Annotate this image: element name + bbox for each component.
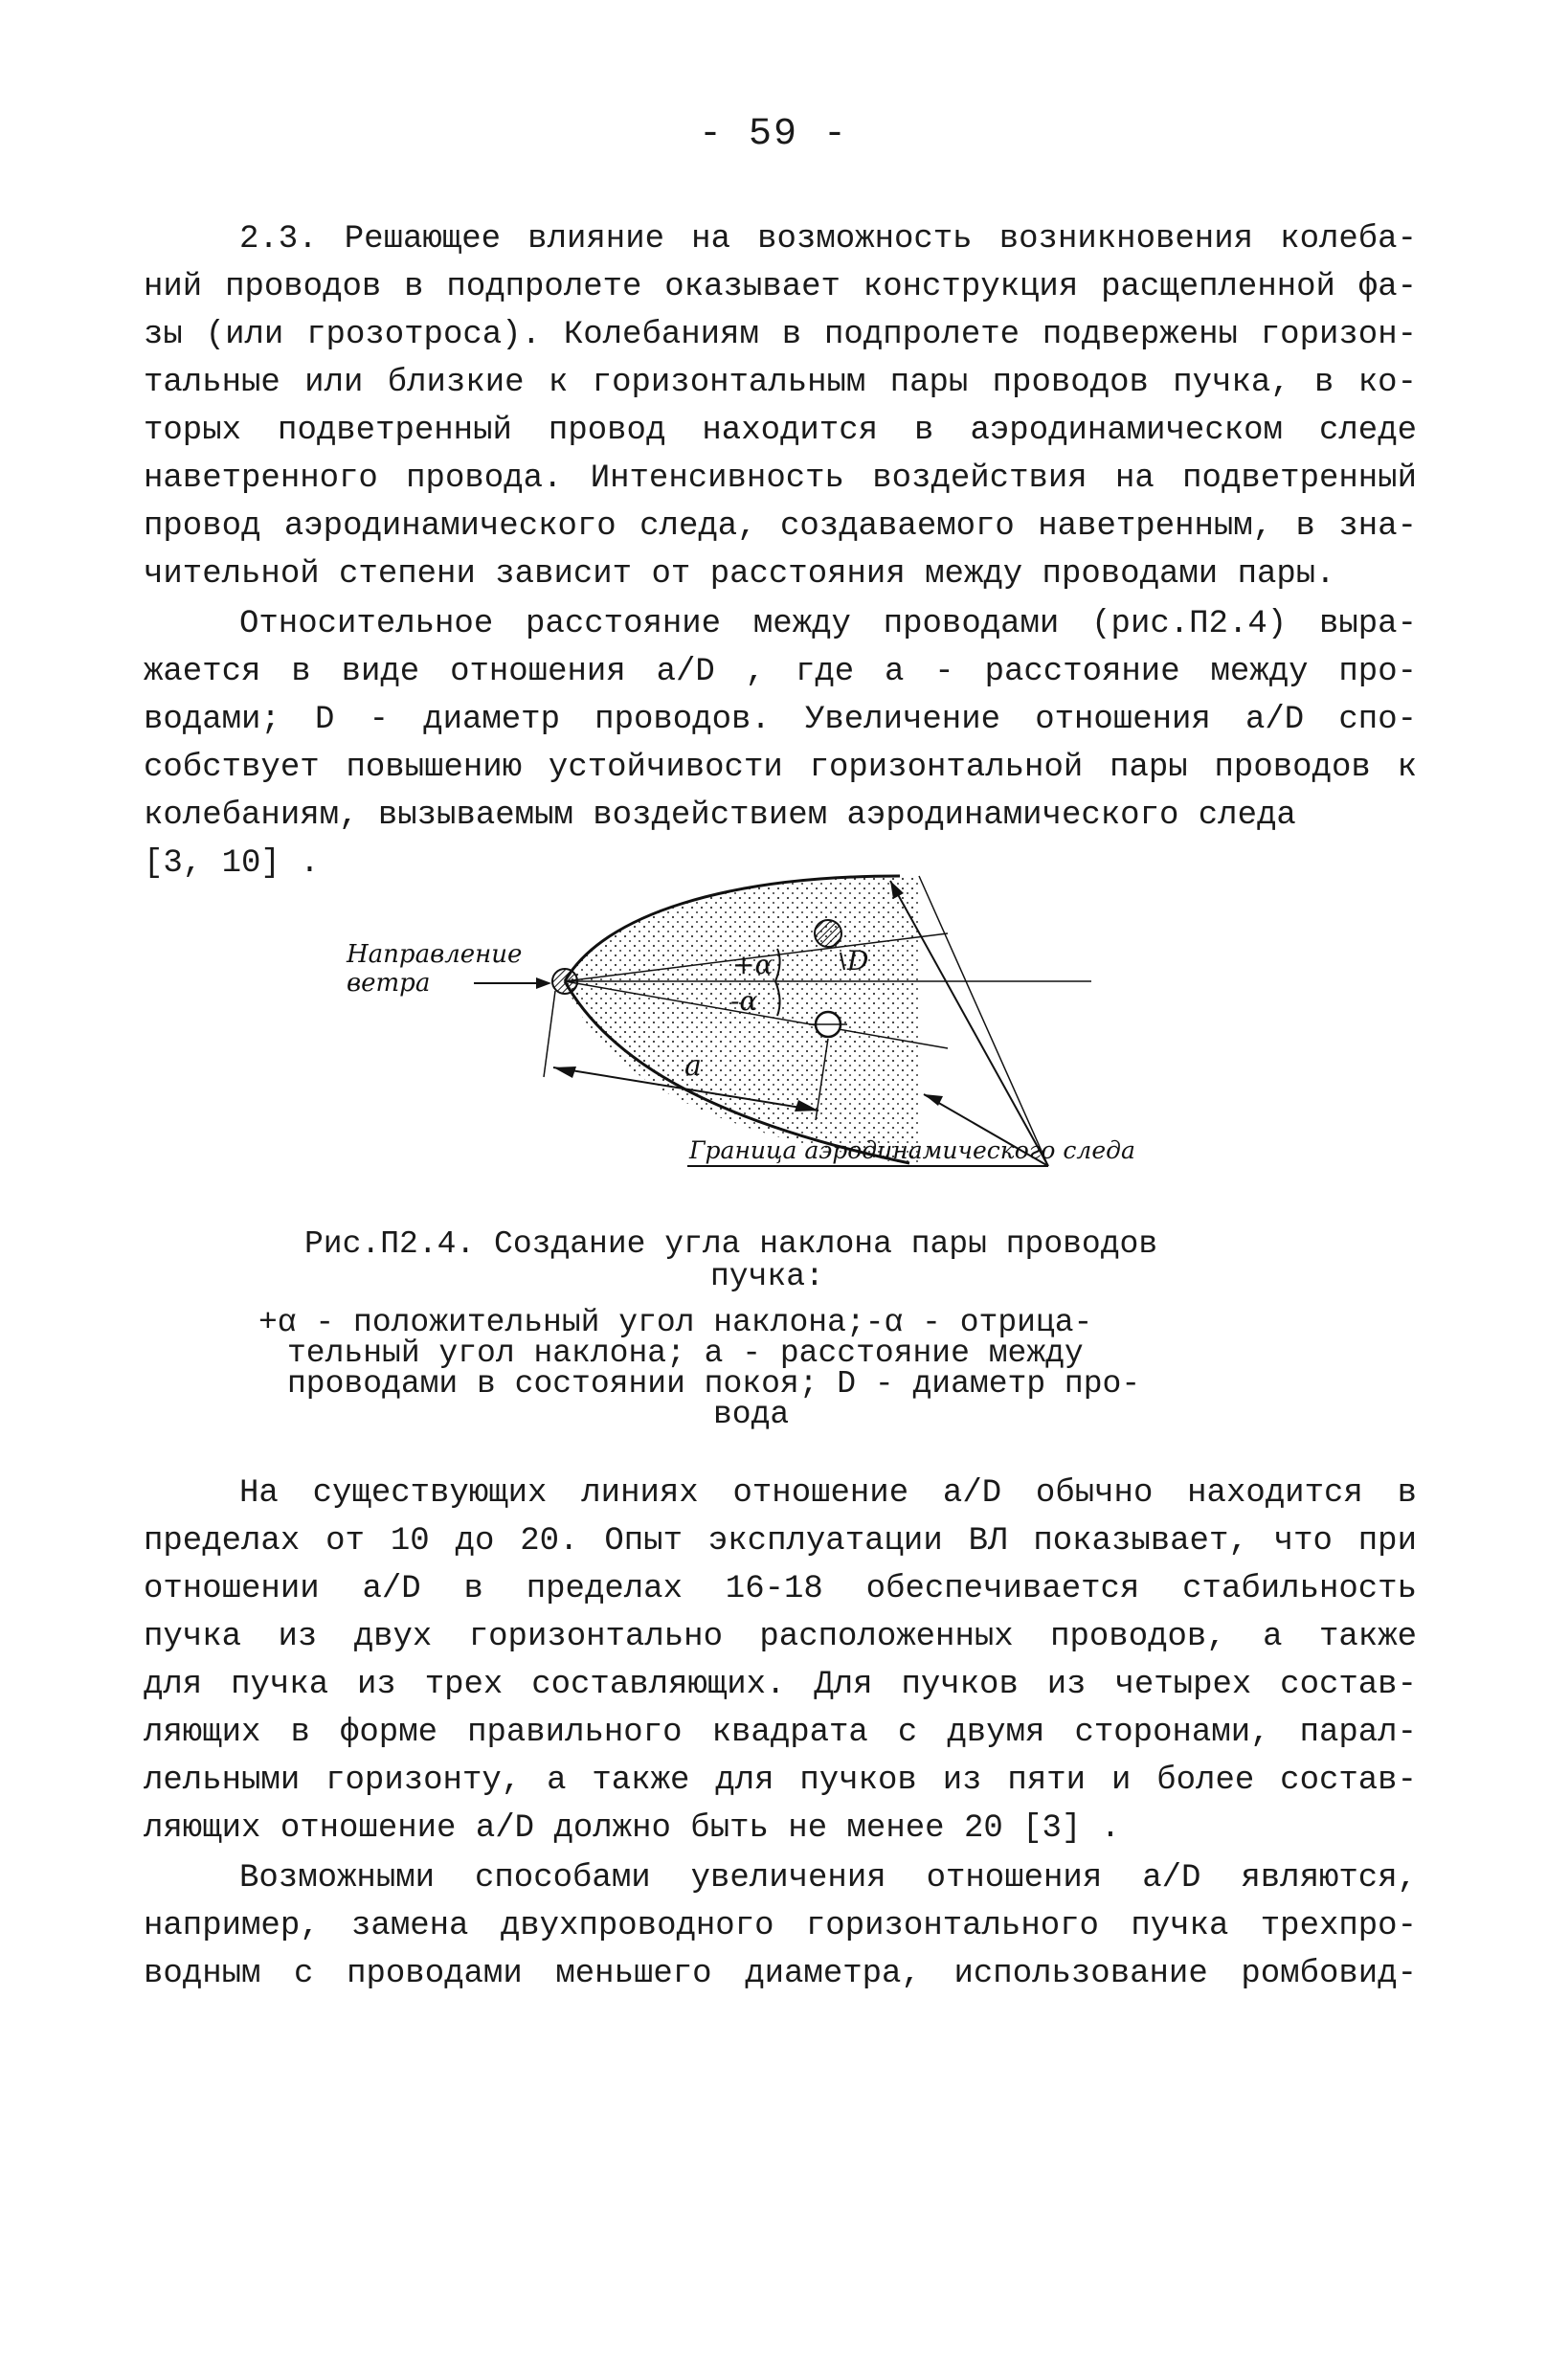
text-line: пучка из двух горизонтально расположенных проводов, а также xyxy=(144,1619,1417,1655)
text-line: ний проводов в подпролете оказывает конструкция расщепленной фа- xyxy=(144,269,1417,305)
text-line: жается в виде отношения a/D , где a - расстояние между про- xyxy=(144,654,1417,690)
label-a: a xyxy=(684,1049,702,1083)
label-direction-line1: Направление xyxy=(347,940,523,969)
text-line: Относительное расстояние между проводами (рис.П2.4) выра- xyxy=(239,606,1417,642)
text-line: Возможными способами увеличения отношения a/D являются, xyxy=(239,1860,1417,1897)
text-line: На существующих линиях отношение a/D обычно находится в xyxy=(239,1475,1417,1512)
text-line: водным с проводами меньшего диаметра, использование ромбовид- xyxy=(144,1956,1417,1992)
caption-title-cont: пучка: xyxy=(710,1259,824,1294)
text-line: отношении a/D в пределах 16-18 обеспечивается стабильность xyxy=(144,1571,1417,1607)
caption-body-line: проводами в состоянии покоя; D - диаметр про- xyxy=(287,1366,1141,1402)
text-line: ляющих отношение a/D должно быть не менее 20 [3] . xyxy=(144,1810,1121,1847)
label-direction-line2: ветра xyxy=(347,969,431,998)
text-line: водами; D - диаметр проводов. Увеличение отношения a/D спо- xyxy=(144,702,1417,738)
text-line: лельными горизонту, а также для пучков из пяти и более состав- xyxy=(144,1763,1417,1799)
wind-arrow-head xyxy=(536,977,551,989)
caption-body-line: +α - положительный угол наклона;-α - отрица- xyxy=(258,1305,1093,1340)
caption-body-line: вода xyxy=(713,1397,790,1432)
label-minus-alpha: -α xyxy=(730,985,758,1017)
windward-conductor xyxy=(552,969,577,994)
label-plus-alpha: +α xyxy=(732,949,774,980)
text-line: ляющих в форме правильного квадрата с двумя сторонами, парал- xyxy=(144,1715,1417,1751)
label-boundary: Граница аэродинамического следа xyxy=(689,1136,1135,1164)
dimension-arrow-left xyxy=(553,1067,576,1078)
text-line: зы (или грозотроса). Колебаниям в подпролете подвержены горизон- xyxy=(144,317,1417,353)
leeward-conductor-upper xyxy=(815,920,841,947)
text-line: пределах от 10 до 20. Опыт эксплуатации ВЛ показывает, что при xyxy=(144,1523,1417,1560)
text-line: провод аэродинамического следа, создаваемого наветренным, в зна- xyxy=(144,508,1417,545)
page-number: - 59 - xyxy=(698,113,849,156)
text-line: 2.3. Решающее влияние на возможность возникновения колеба- xyxy=(239,221,1417,258)
caption-title: Рис.П2.4. Создание угла наклона пары проводов xyxy=(304,1226,1158,1262)
text-line: колебаниям, вызываемым воздействием аэродинамического следа xyxy=(144,797,1296,834)
text-line: торых подветренный провод находится в аэродинамическом следе xyxy=(144,413,1417,449)
wake-right-edge xyxy=(919,876,1048,1166)
text-line: для пучка из трех составляющих. Для пучков из четырех состав- xyxy=(144,1667,1417,1703)
caption-body-line: тельный угол наклона; a - расстояние между xyxy=(287,1336,1084,1371)
label-diameter: D xyxy=(847,945,869,977)
text-line: тальные или близкие к горизонтальным пары проводов пучка, в ко- xyxy=(144,365,1417,401)
wake-region xyxy=(565,876,919,1163)
text-line: собствует повышению устойчивости горизонтальной пары проводов к xyxy=(144,750,1417,786)
text-line: например, замена двухпроводного горизонтального пучка трехпро- xyxy=(144,1908,1417,1944)
text-line: наветренного провода. Интенсивность воздействия на подветренный xyxy=(144,460,1417,497)
text-line: [3, 10] . xyxy=(144,845,320,882)
wake-diagram xyxy=(325,857,1168,1201)
extension-line-left xyxy=(544,991,555,1077)
text-line: чительной степени зависит от расстояния между проводами пары. xyxy=(144,556,1335,593)
